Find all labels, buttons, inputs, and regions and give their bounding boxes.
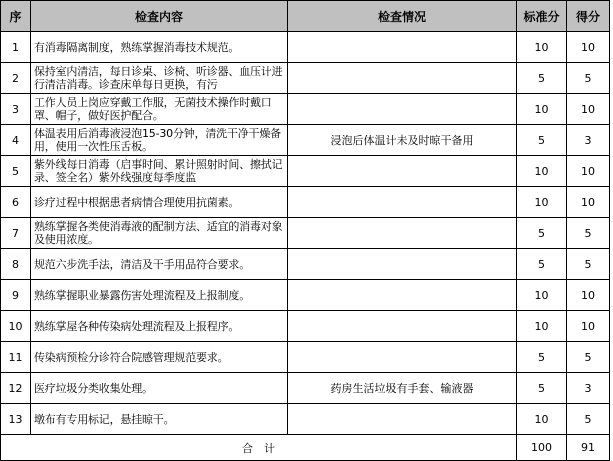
row-finding-cell: [288, 280, 517, 311]
row-finding-cell: [288, 187, 517, 218]
row-finding: 药房生活垃圾有手套、输液器: [330, 382, 474, 395]
row-standard-score: 10: [534, 412, 549, 426]
row-number-cell: [1, 156, 31, 187]
row-finding-cell: [288, 373, 517, 404]
row-standard-score: 10: [534, 288, 549, 302]
row-finding-cell: [288, 218, 517, 249]
row-content-cell: [31, 373, 288, 404]
row-finding-cell: [288, 156, 517, 187]
row-obtained-score-cell: [567, 218, 610, 249]
row-standard-score-cell: [517, 311, 567, 342]
row-number: 7: [12, 226, 19, 240]
total-score: 91: [567, 435, 610, 461]
row-standard-score: 5: [538, 71, 545, 85]
header-row: [1, 1, 610, 32]
row-standard-score-cell: [517, 249, 567, 280]
row-standard-score-cell: [517, 125, 567, 156]
table-row: [1, 125, 610, 156]
row-content-cell: [31, 94, 288, 125]
row-standard-score-cell: [517, 94, 567, 125]
row-standard-score-cell: [517, 342, 567, 373]
row-number-cell: [1, 94, 31, 125]
row-number-cell: [1, 125, 31, 156]
row-standard-score: 5: [538, 226, 545, 240]
row-content-cell: [31, 249, 288, 280]
row-standard-score-cell: [517, 187, 567, 218]
row-obtained-score-cell: [567, 156, 610, 187]
row-content: 紫外线每日消毒（启事时间、累计照射时间、擦拭记录、签全名）紫外线强度每季度监: [34, 158, 283, 184]
row-number: 11: [8, 350, 23, 364]
header-standard: 标准分: [517, 1, 567, 32]
table-row: [1, 311, 610, 342]
row-finding-cell: [288, 249, 517, 280]
row-number: 13: [8, 412, 23, 426]
row-obtained-score-cell: [567, 373, 610, 404]
row-content: 传染病预检分诊符合院感管理规范要求。: [34, 350, 229, 364]
row-finding-cell: [288, 94, 517, 125]
row-obtained-score-cell: [567, 63, 610, 94]
row-content: 有消毒隔离制度，熟练掌握消毒技术规范。: [34, 40, 240, 54]
row-content-cell: [31, 280, 288, 311]
row-obtained-score: 3: [584, 381, 592, 395]
row-content-cell: [31, 63, 288, 94]
row-standard-score-cell: [517, 63, 567, 94]
header-no: 序: [1, 1, 31, 32]
row-number: 6: [12, 195, 19, 209]
row-content: 医疗垃圾分类收集处理。: [34, 381, 153, 395]
table-body: [1, 32, 610, 435]
row-content: 熟练掌握职业暴露伤害处理流程及上报制度。: [34, 288, 250, 302]
row-standard-score: 10: [534, 164, 549, 178]
row-number-cell: [1, 187, 31, 218]
row-obtained-score-cell: [567, 32, 610, 63]
row-number-cell: [1, 311, 31, 342]
row-standard-score: 5: [538, 350, 545, 364]
row-standard-score-cell: [517, 156, 567, 187]
header-score: 得分: [567, 1, 610, 32]
row-content: 熟练掌屋各种传染病处理流程及上报程序。: [34, 319, 240, 333]
table-row: [1, 218, 610, 249]
row-obtained-score: 5: [584, 350, 592, 364]
row-number: 10: [8, 319, 23, 333]
row-obtained-score: 10: [581, 319, 595, 333]
row-standard-score: 10: [534, 195, 549, 209]
row-number: 3: [12, 102, 19, 116]
row-number: 2: [12, 71, 19, 85]
row-content-cell: [31, 404, 288, 435]
row-finding: 浸泡后体温计未及时晾干备用: [330, 134, 474, 147]
table-row: [1, 32, 610, 63]
table-row: [1, 187, 610, 218]
row-number: 1: [12, 40, 19, 54]
row-finding-cell: [288, 342, 517, 373]
row-number: 9: [12, 288, 19, 302]
table-row: [1, 249, 610, 280]
row-standard-score-cell: [517, 32, 567, 63]
row-standard-score-cell: [517, 218, 567, 249]
row-number-cell: [1, 280, 31, 311]
row-standard-score: 5: [538, 257, 545, 271]
total-standard: 100: [517, 435, 567, 461]
row-obtained-score-cell: [567, 311, 610, 342]
row-number: 8: [12, 257, 19, 271]
table-row: [1, 404, 610, 435]
table-row: [1, 156, 610, 187]
row-obtained-score: 5: [584, 71, 592, 85]
row-standard-score: 10: [534, 102, 549, 116]
row-standard-score-cell: [517, 373, 567, 404]
row-obtained-score-cell: [567, 249, 610, 280]
row-standard-score-cell: [517, 280, 567, 311]
row-content: 诊疗过程中根据患者病情合理使用抗菌素。: [34, 195, 240, 209]
row-number-cell: [1, 342, 31, 373]
row-finding-cell: [288, 311, 517, 342]
row-standard-score: 5: [538, 133, 545, 147]
row-number: 5: [12, 164, 19, 178]
row-content-cell: [31, 32, 288, 63]
row-obtained-score-cell: [567, 342, 610, 373]
table-row: [1, 94, 610, 125]
row-content-cell: [31, 187, 288, 218]
row-content-cell: [31, 218, 288, 249]
row-content: 熟练掌握各类使消毒液的配制方法、适宜的消毒对象及使用浓度。: [34, 220, 283, 246]
total-row: [1, 435, 610, 461]
row-obtained-score-cell: [567, 404, 610, 435]
table-row: [1, 280, 610, 311]
row-content: 体温表用后消毒液浸泡15-30分钟，清洗干净干燥备用，使用一次性压舌板。: [34, 127, 281, 153]
row-number-cell: [1, 373, 31, 404]
row-obtained-score: 5: [584, 257, 592, 271]
table-row: [1, 373, 610, 404]
row-number-cell: [1, 63, 31, 94]
row-number-cell: [1, 404, 31, 435]
row-content: 保持室内清洁，每日诊桌、诊椅、听诊器、血压计进行清洁消毒。诊查床单每日更换，有污: [34, 65, 283, 91]
row-number: 12: [8, 381, 23, 395]
row-finding-cell: [288, 125, 517, 156]
row-content: 规范六步洗手法，清洁及干手用品符合要求。: [34, 257, 250, 271]
row-obtained-score-cell: [567, 280, 610, 311]
row-obtained-score: 10: [581, 288, 595, 302]
header-content: 检查内容: [31, 1, 288, 32]
row-content: 墩布有专用标记，悬挂晾干。: [34, 412, 175, 426]
total-label: 合 计: [1, 435, 517, 461]
row-obtained-score: 5: [584, 226, 592, 240]
row-obtained-score: 10: [581, 164, 595, 178]
row-number: 4: [12, 133, 19, 147]
table-row: [1, 63, 610, 94]
row-finding-cell: [288, 404, 517, 435]
row-standard-score: 10: [534, 40, 549, 54]
row-finding-cell: [288, 63, 517, 94]
header-finding: 检查情况: [288, 1, 517, 32]
row-obtained-score: 10: [581, 40, 595, 54]
row-content-cell: [31, 125, 288, 156]
row-standard-score-cell: [517, 404, 567, 435]
row-standard-score: 5: [538, 381, 545, 395]
row-number-cell: [1, 249, 31, 280]
row-obtained-score: 10: [581, 102, 595, 116]
row-obtained-score: 5: [584, 412, 592, 426]
row-obtained-score: 10: [581, 195, 595, 209]
row-standard-score: 10: [534, 319, 549, 333]
row-content-cell: [31, 342, 288, 373]
table-row: [1, 342, 610, 373]
row-obtained-score-cell: [567, 125, 610, 156]
row-obtained-score: 3: [584, 133, 592, 147]
row-obtained-score-cell: [567, 187, 610, 218]
row-content: 工作人员上岗应穿戴工作服，无菌技术操作时戴口罩、帽子，做好医护配合。: [34, 96, 272, 122]
row-number-cell: [1, 218, 31, 249]
row-finding-cell: [288, 32, 517, 63]
row-number-cell: [1, 32, 31, 63]
row-content-cell: [31, 311, 288, 342]
row-content-cell: [31, 156, 288, 187]
row-obtained-score-cell: [567, 94, 610, 125]
